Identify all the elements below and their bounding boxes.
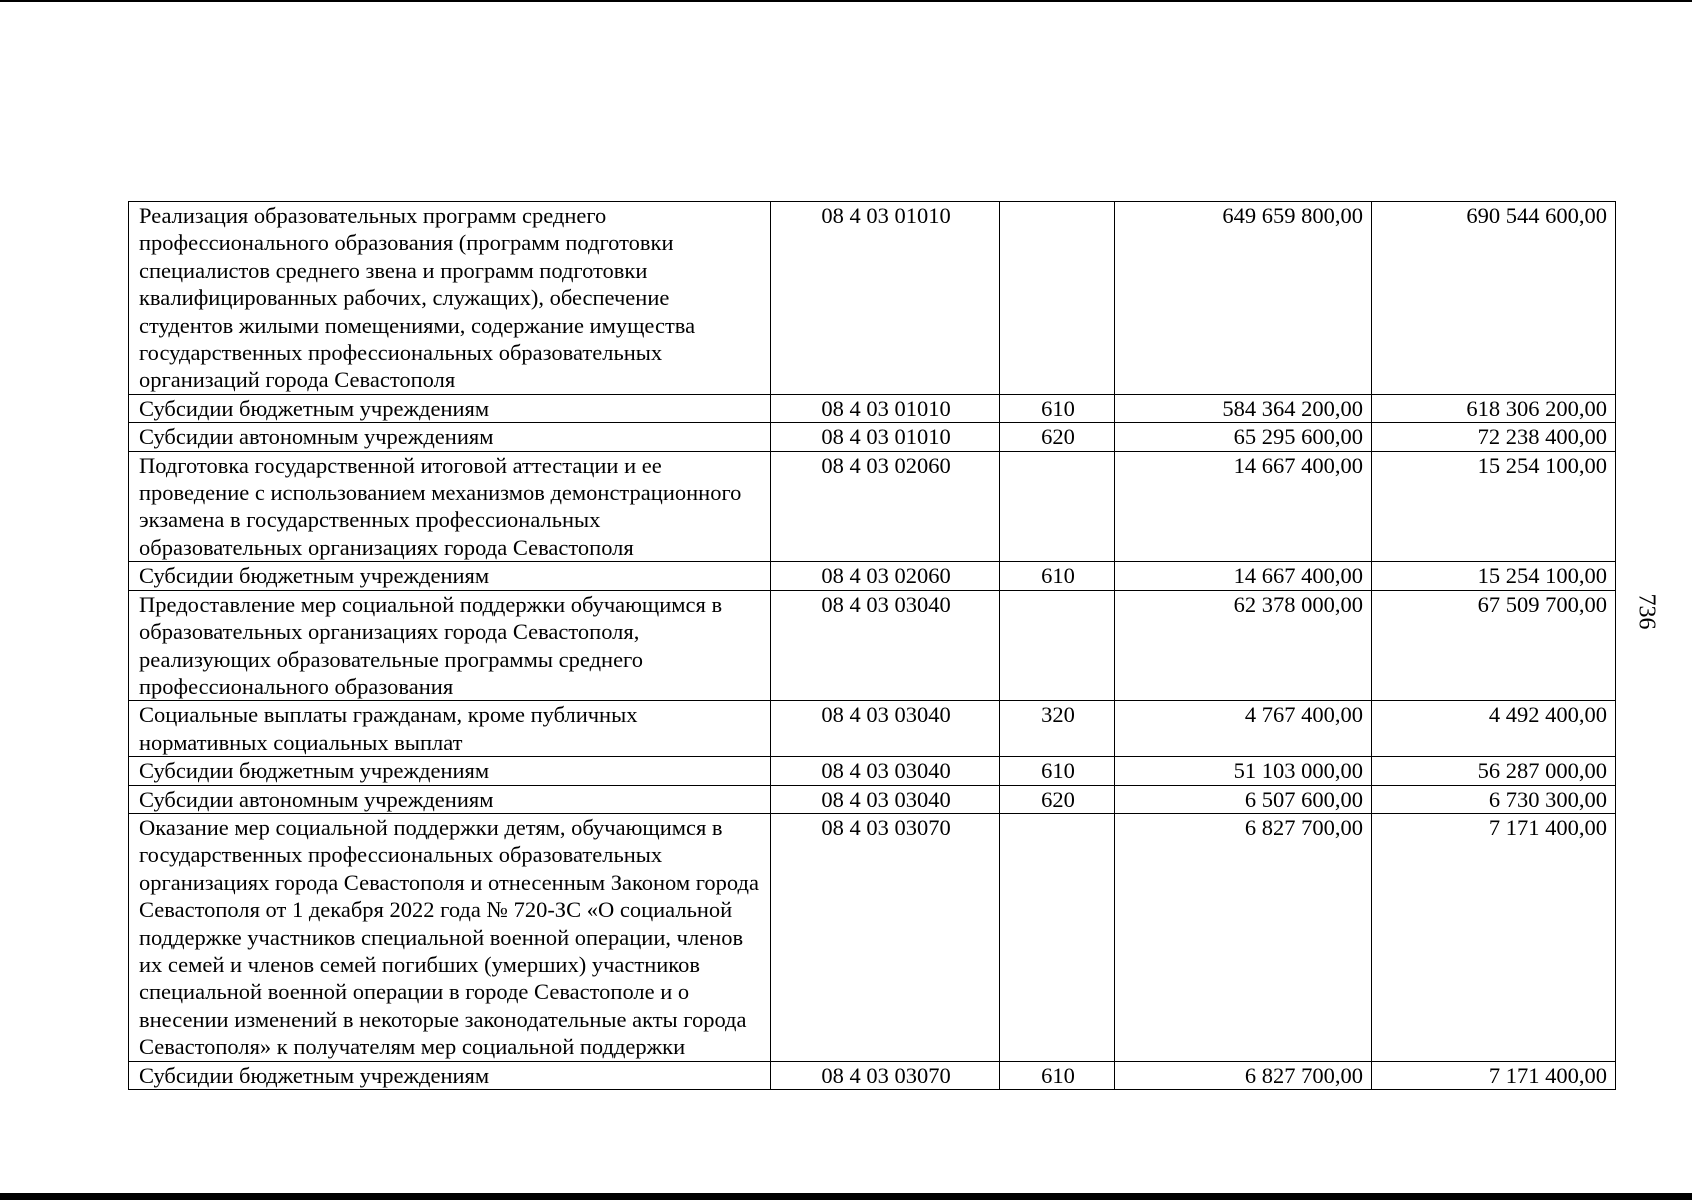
row-sum-2: 7 171 400,00 xyxy=(1372,1061,1616,1089)
row-sum-2: 618 306 200,00 xyxy=(1372,394,1616,422)
table-row xyxy=(129,394,1616,422)
row-name: Субсидии автономным учреждениям xyxy=(129,423,771,451)
row-sum-2: 690 544 600,00 xyxy=(1372,202,1616,395)
row-name: Реализация образовательных программ среднего профессионального образования (программ подготовки специалистов среднего звена и программ подготовки квалифицированных рабочих, служащих), обеспечение студентов жилыми помещениями, содержание имущества государственных профессиональных образовательных организаций города Севастополя xyxy=(129,202,771,395)
row-sum-1: 51 103 000,00 xyxy=(1115,757,1372,785)
row-name: Субсидии бюджетным учреждениям xyxy=(129,757,771,785)
table-row xyxy=(129,785,1616,813)
table-row xyxy=(129,757,1616,785)
row-code: 08 4 03 01010 xyxy=(771,423,1000,451)
table-row xyxy=(129,813,1616,1061)
row-sum-2: 67 509 700,00 xyxy=(1372,590,1616,701)
table-row xyxy=(129,451,1616,562)
row-sum-1: 6 507 600,00 xyxy=(1115,785,1372,813)
table-row xyxy=(129,701,1616,757)
row-name: Субсидии бюджетным учреждениям xyxy=(129,394,771,422)
row-code: 08 4 03 03070 xyxy=(771,813,1000,1061)
row-sum-2: 6 730 300,00 xyxy=(1372,785,1616,813)
row-expense-type xyxy=(1000,202,1115,395)
budget-table xyxy=(128,201,1616,1090)
row-sum-2: 15 254 100,00 xyxy=(1372,451,1616,562)
row-code: 08 4 03 02060 xyxy=(771,451,1000,562)
table-row xyxy=(129,562,1616,590)
table-row xyxy=(129,590,1616,701)
row-sum-1: 584 364 200,00 xyxy=(1115,394,1372,422)
table-row xyxy=(129,1061,1616,1089)
page-top-edge xyxy=(0,0,1692,2)
row-expense-type xyxy=(1000,451,1115,562)
row-expense-type: 620 xyxy=(1000,785,1115,813)
row-code: 08 4 03 03040 xyxy=(771,757,1000,785)
row-name: Оказание мер социальной поддержки детям, обучающимся в государственных профессиональных образовательных организациях города Севастополя и отнесенным Законом города Севастополя от 1 декабря 2022 года № 720-ЗС «О социальной поддержке участников специальной военной операции, членов их семей и членов семей погибших (умерших) участников специальной военной операции в городе Севастополе и о внесении изменений в некоторые законодательные акты города Севастополя» к получателям мер социальной поддержки xyxy=(129,813,771,1061)
table-row xyxy=(129,202,1616,395)
row-expense-type: 320 xyxy=(1000,701,1115,757)
row-expense-type xyxy=(1000,813,1115,1061)
row-sum-2: 4 492 400,00 xyxy=(1372,701,1616,757)
row-sum-1: 65 295 600,00 xyxy=(1115,423,1372,451)
row-name: Подготовка государственной итоговой аттестации и ее проведение с использованием механизмов демонстрационного экзамена в государственных профессиональных образовательных организациях города Севастополя xyxy=(129,451,771,562)
row-code: 08 4 03 03040 xyxy=(771,590,1000,701)
row-code: 08 4 03 03040 xyxy=(771,785,1000,813)
row-expense-type: 610 xyxy=(1000,757,1115,785)
page-number: 736 xyxy=(1633,593,1660,630)
row-sum-2: 56 287 000,00 xyxy=(1372,757,1616,785)
row-name: Субсидии бюджетным учреждениям xyxy=(129,562,771,590)
budget-table-container xyxy=(128,201,1616,1090)
row-sum-1: 62 378 000,00 xyxy=(1115,590,1372,701)
row-sum-1: 14 667 400,00 xyxy=(1115,562,1372,590)
row-sum-1: 649 659 800,00 xyxy=(1115,202,1372,395)
row-code: 08 4 03 02060 xyxy=(771,562,1000,590)
row-sum-1: 6 827 700,00 xyxy=(1115,813,1372,1061)
row-sum-1: 14 667 400,00 xyxy=(1115,451,1372,562)
row-expense-type: 610 xyxy=(1000,562,1115,590)
row-sum-2: 15 254 100,00 xyxy=(1372,562,1616,590)
table-row xyxy=(129,423,1616,451)
row-expense-type xyxy=(1000,590,1115,701)
row-name: Социальные выплаты гражданам, кроме публичных нормативных социальных выплат xyxy=(129,701,771,757)
row-sum-1: 4 767 400,00 xyxy=(1115,701,1372,757)
row-name: Субсидии бюджетным учреждениям xyxy=(129,1061,771,1089)
row-sum-2: 72 238 400,00 xyxy=(1372,423,1616,451)
row-name: Субсидии автономным учреждениям xyxy=(129,785,771,813)
row-name: Предоставление мер социальной поддержки обучающимся в образовательных организациях города Севастополя, реализующих образовательные программы среднего профессионального образования xyxy=(129,590,771,701)
page-bottom-edge xyxy=(0,1193,1692,1200)
row-expense-type: 620 xyxy=(1000,423,1115,451)
row-sum-1: 6 827 700,00 xyxy=(1115,1061,1372,1089)
row-expense-type: 610 xyxy=(1000,1061,1115,1089)
row-code: 08 4 03 01010 xyxy=(771,202,1000,395)
row-code: 08 4 03 01010 xyxy=(771,394,1000,422)
row-code: 08 4 03 03040 xyxy=(771,701,1000,757)
row-sum-2: 7 171 400,00 xyxy=(1372,813,1616,1061)
row-expense-type: 610 xyxy=(1000,394,1115,422)
row-code: 08 4 03 03070 xyxy=(771,1061,1000,1089)
